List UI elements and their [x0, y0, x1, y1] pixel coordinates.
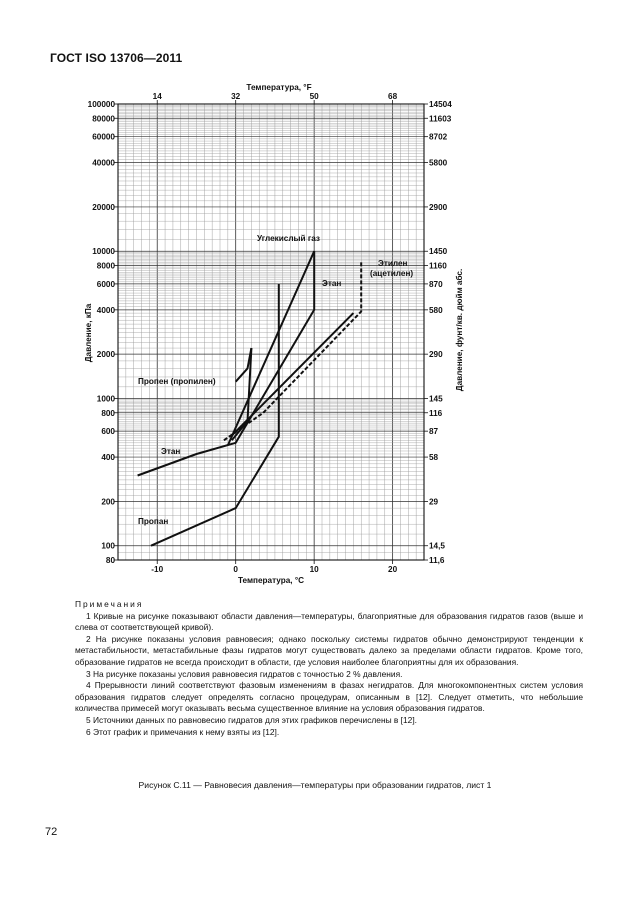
label-ethylene-line2: (ацетилен) — [370, 269, 414, 278]
y-axis-tick-label: 100 — [101, 541, 115, 551]
y-axis-tick-label: 60000 — [92, 132, 115, 142]
y-axis-tick-label: 20000 — [92, 202, 115, 212]
note-item: 3 На рисунке показаны условия равновесия гидратов с точностью 2 % давления. — [86, 668, 403, 679]
y-axis-tick-label: 400 — [101, 453, 115, 463]
label-ethane-lower: Этан — [161, 447, 181, 456]
top-axis-tick-label: 50 — [309, 92, 319, 101]
series-line — [138, 251, 315, 475]
figure-caption: Рисунок С.11 — Равновесия давления—температуры при образовании гидратов, лист 1 — [138, 780, 492, 790]
y-axis-tick-label: 80 — [105, 556, 115, 565]
right-axis-tick-label: 1160 — [429, 261, 447, 271]
note-item: 5 Источники данных по равновесию гидратов для этих графиков перечислены в [12]. — [86, 714, 417, 725]
right-axis-tick-label: 2900 — [429, 202, 448, 212]
note-item: 2 На рисунке показаны условия равновесия; однако поскольку системы гидратов обычно демонстрируют тенденции к метастабильности, метастабильные фазы гидратов могут существовать далеко за пределами области гидратов. Кроме того, образование гидратов не всегда происходит в области, где условия наиболее благоприятны для их образования. — [75, 633, 583, 667]
right-axis-tick-label: 87 — [429, 427, 439, 437]
y-axis-tick-label: 1000 — [96, 394, 115, 404]
x-axis-title: Температура, °C — [237, 576, 305, 585]
series-line — [228, 251, 314, 445]
note-item: 6 Этот график и примечания к нему взяты из [12]. — [86, 726, 280, 737]
y-axis-tick-label: 2000 — [96, 350, 115, 360]
right-axis-tick-label: 29 — [429, 497, 439, 507]
right-axis-tick-label: 116 — [429, 408, 443, 418]
right-axis-tick-label: 14504 — [429, 100, 452, 109]
y-axis-tick-label: 8000 — [96, 261, 115, 271]
right-axis-tick-label: 5800 — [429, 158, 448, 168]
right-axis-tick-label: 11,6 — [429, 556, 445, 565]
x-axis-tick-label: 10 — [309, 565, 319, 574]
document-header: ГОСТ ISO 13706—2011 — [50, 51, 183, 65]
x-axis-tick-label: 0 — [233, 565, 238, 574]
note-item: 1 Кривые на рисунке показывают области давления—температуры, благоприятные для образования гидратов газов (выше и слева от соответствующей кривой). — [75, 610, 583, 633]
plot-frame — [118, 104, 424, 560]
right-axis-tick-label: 11603 — [429, 114, 452, 124]
label-propane: Пропан — [138, 517, 169, 526]
y-axis-tick-label: 80000 — [92, 114, 115, 124]
label-propene: Пропен (пропилен) — [138, 377, 216, 386]
top-axis-tick-label: 68 — [388, 92, 398, 101]
notes-section — [75, 599, 583, 738]
right-axis-tick-label: 58 — [429, 453, 439, 463]
y-axis-tick-label: 600 — [101, 427, 115, 437]
label-ethylene-line1: Этилен — [378, 259, 408, 268]
y-axis-tick-label: 200 — [101, 497, 115, 507]
notes-heading: Примечания — [75, 599, 144, 609]
y-axis-tick-label: 10000 — [92, 247, 115, 257]
top-axis-tick-label: 32 — [231, 92, 241, 101]
x-axis-tick-label: -10 — [151, 565, 164, 574]
top-axis-title: Температура, °F — [246, 83, 312, 92]
y-axis-tick-label: 100000 — [87, 100, 115, 109]
y-axis-title-right: Давление, фунт/кв. дюйм абс. — [455, 268, 464, 392]
right-axis-tick-label: 870 — [429, 279, 443, 289]
y-axis-title-left: Давление, кПа — [84, 303, 93, 363]
right-axis-tick-label: 290 — [429, 350, 443, 360]
y-axis-tick-label: 4000 — [96, 305, 115, 315]
right-axis-tick-label: 580 — [429, 305, 443, 315]
y-axis-tick-label: 6000 — [96, 279, 115, 289]
page-number: 72 — [45, 826, 58, 838]
label-carbon-dioxide: Углекислый газ — [257, 234, 320, 243]
y-axis-tick-label: 800 — [101, 408, 115, 418]
chart-grid — [118, 104, 424, 560]
right-axis-tick-label: 14,5 — [429, 541, 445, 551]
y-axis-tick-label: 40000 — [92, 158, 115, 168]
top-axis-tick-label: 14 — [152, 92, 162, 101]
right-axis-tick-label: 8702 — [429, 132, 448, 142]
right-axis-tick-label: 1450 — [429, 247, 448, 257]
label-ethane-upper: Этан — [322, 279, 342, 288]
x-axis-tick-label: 20 — [388, 565, 398, 574]
note-item: 4 Прерывности линий соответствуют фазовым изменениям в фазах негидратов. Для многокомпонентных систем условия образования гидратов следует определять согласно процедурам, описанным в [12]. Следует отметить, что небольшие количества примесей могут оказывать весьма существенное влияние на условия образования гидратов. — [75, 680, 583, 714]
right-axis-tick-label: 145 — [429, 394, 443, 404]
